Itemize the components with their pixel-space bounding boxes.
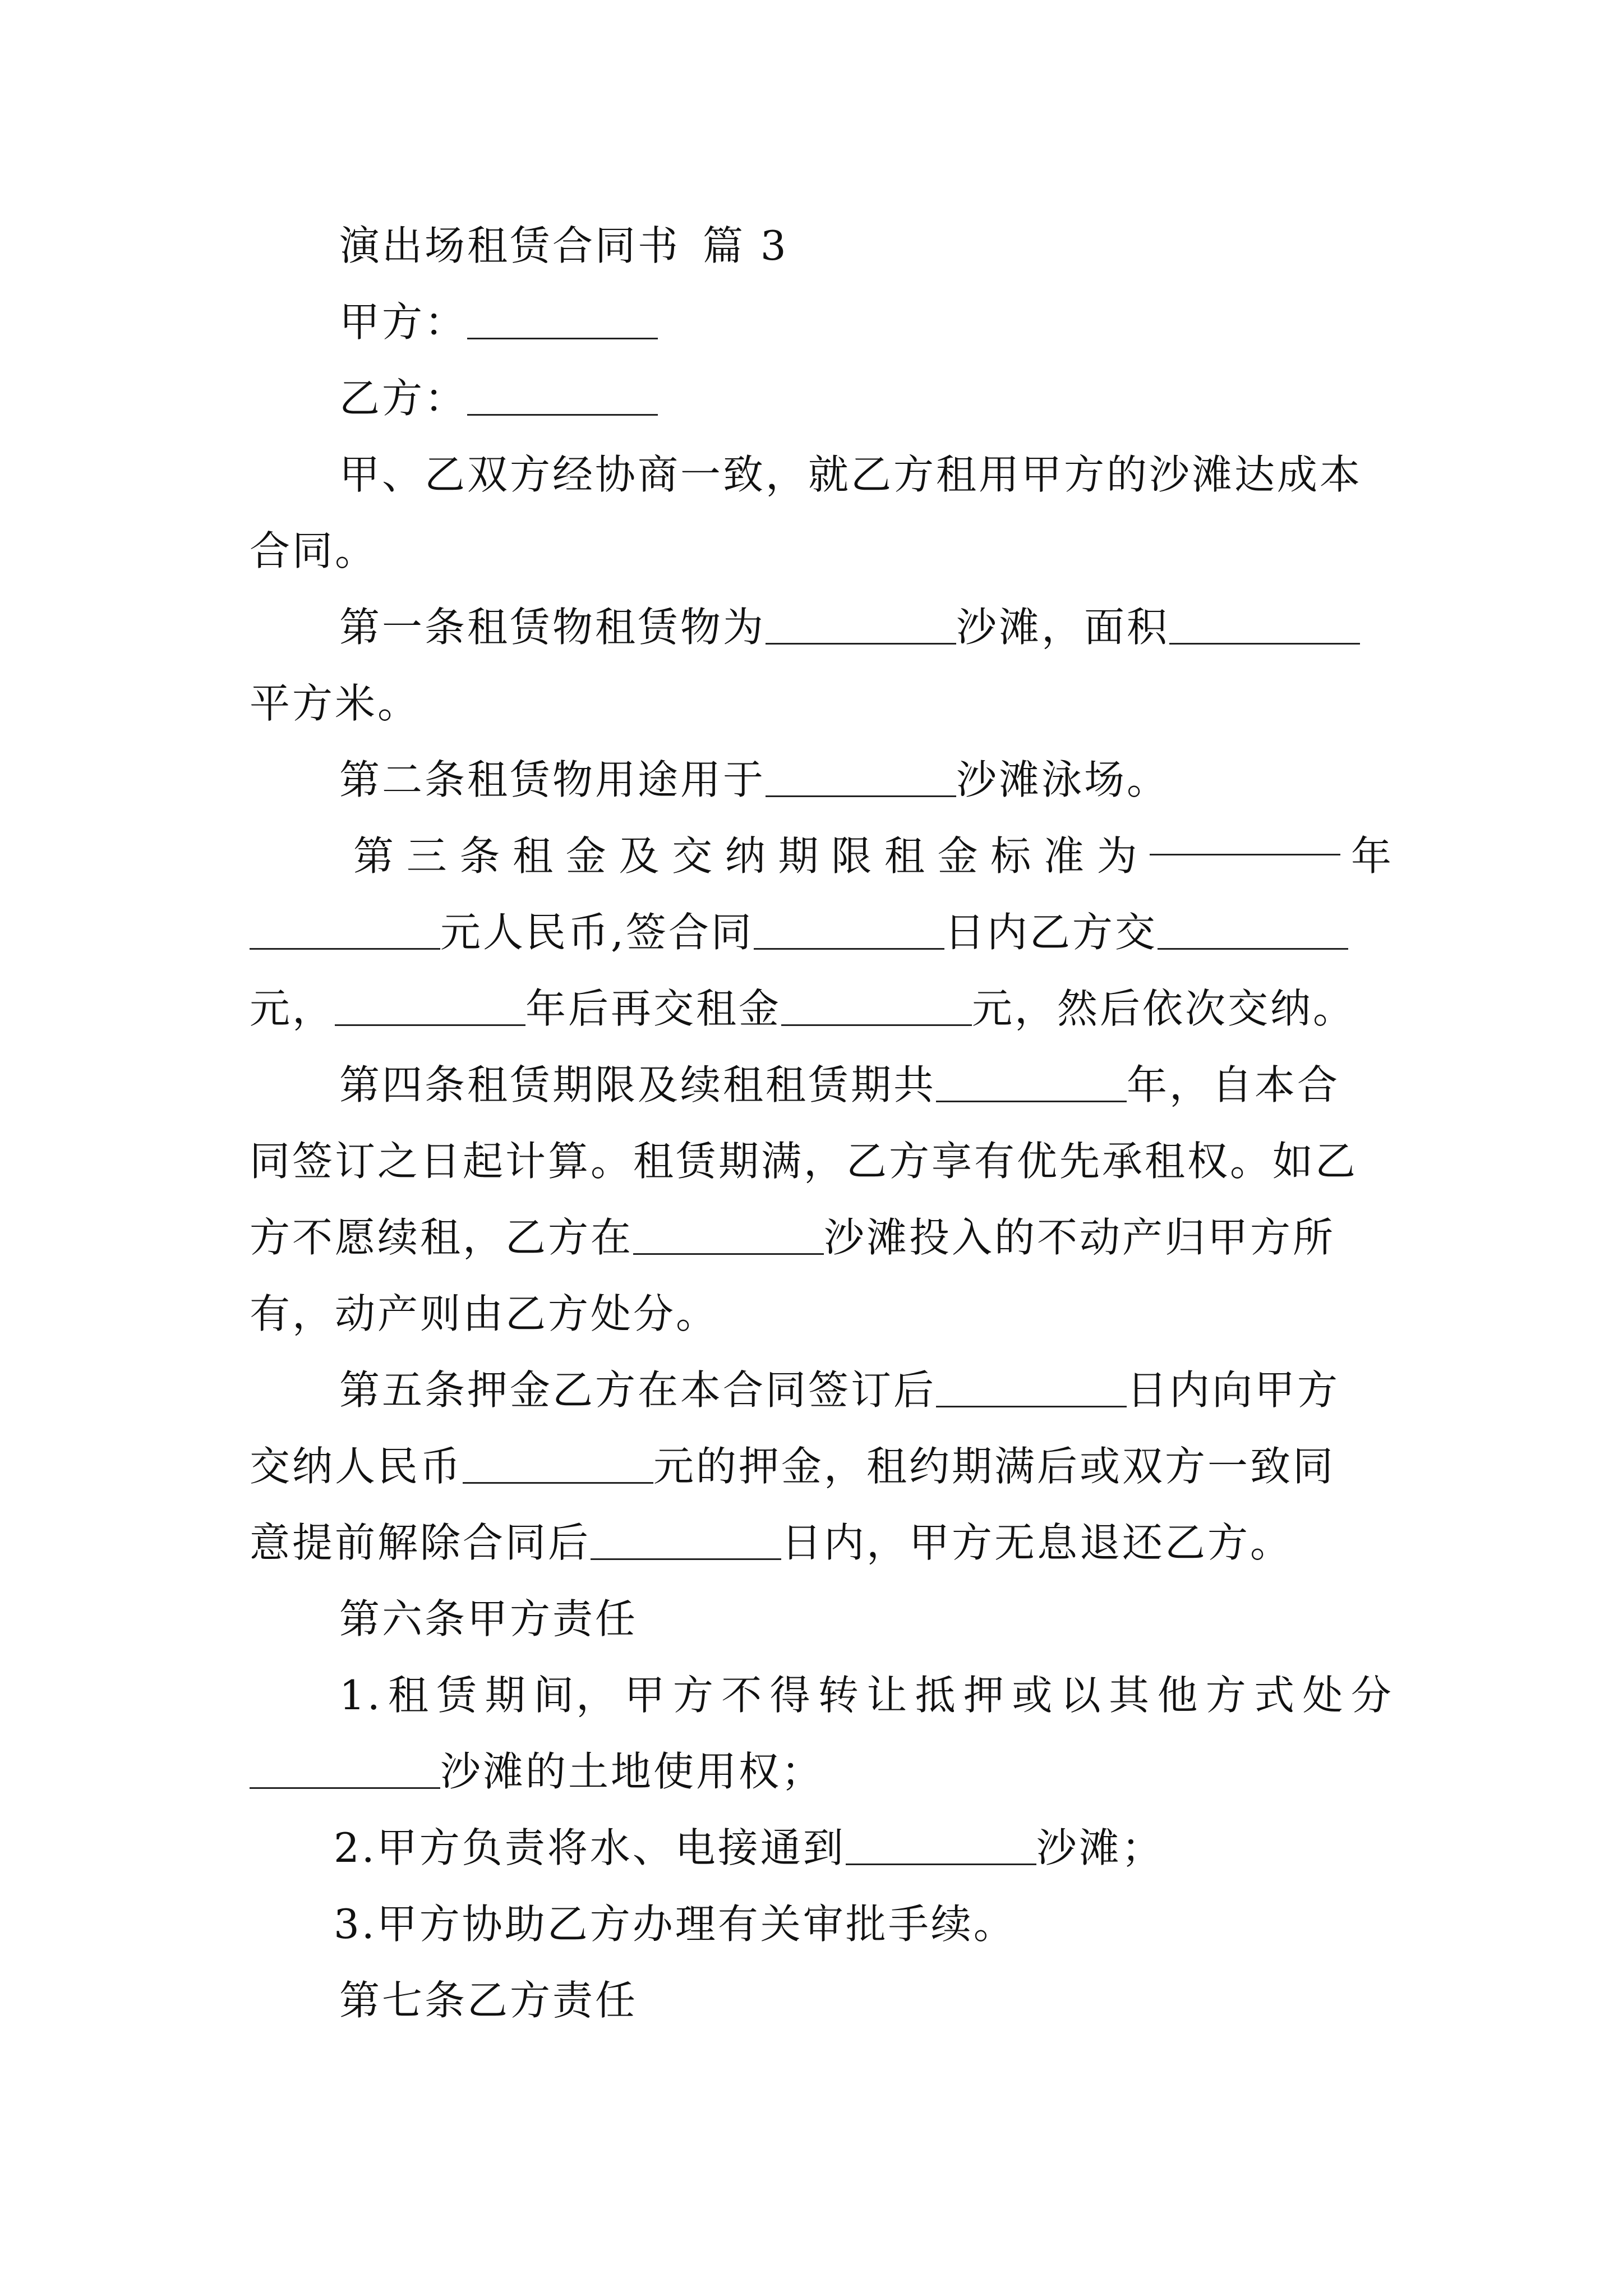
art3-char: 期 [778,832,821,880]
days-after-signing-blank[interactable] [754,912,944,950]
area-blank[interactable] [1169,607,1360,645]
article-3-line-2: 元人民币,签合同 日内乙方交 [250,894,1394,970]
art6-char: 抵 [915,1672,958,1719]
art6-char: 他 [1157,1672,1200,1719]
article-6-item-3: 3.甲方协助乙方办理有关审批手续。 [334,1901,1016,1948]
art6-char: 押 [963,1672,1007,1719]
party-b-line: 乙方： [250,360,1394,436]
rent-standard-years-blank[interactable] [1150,818,1340,855]
contract-title: 演出场租赁合同书 篇 3 [339,222,789,269]
intro-line-1: 甲、乙双方经协商一致，就乙方租用甲方的沙滩达成本 [339,451,1363,498]
article-1-line-1: 第一条租赁物租赁物为 沙滩，面积 [250,589,1394,665]
art3-char: 金 [565,832,608,880]
art3-char: 租 [884,832,927,880]
art6-char: 租 [388,1672,431,1719]
contract-body [250,208,1394,2039]
party-a-blank[interactable] [467,302,658,339]
art6-char: 让 [866,1672,910,1719]
article-5-line-2: 交纳人民币 元的押金，租约期满后或双方一致同 [250,1443,1336,1490]
art3-char: 租 [513,832,556,880]
art3-char: 交 [672,832,715,880]
art3-char: 准 [1043,832,1086,880]
art6-char: 方 [672,1672,716,1719]
article-7-title: 第七条乙方责任 [339,1977,638,2024]
deposit-days-blank[interactable] [936,1370,1127,1407]
art3-char: 为 [1096,832,1140,880]
article-3-line-1 [250,818,1394,894]
art6-char: 赁 [436,1672,479,1719]
art3-char: 纳 [725,832,768,880]
art3-char: 第 [353,832,396,880]
article-4-line-2: 同签订之日起计算。租赁期满，乙方享有优先承租权。如乙 [250,1138,1358,1185]
art3-char: 三 [406,832,449,880]
art6-char: 1. [339,1672,382,1719]
article-6-item-1-line-2: 沙滩的土地使用权； [250,1733,1394,1810]
art6-char: 处 [1302,1672,1345,1719]
intro-line-2: 合同。 [250,527,378,574]
land-use-beach-blank[interactable] [250,1751,440,1789]
article-4-line-3: 方不愿续租，乙方在 沙滩投入的不动产归甲方所 [250,1214,1336,1261]
rent-amount-blank[interactable] [250,912,440,950]
art6-char: 转 [818,1672,861,1719]
article-6-item-2: 2.甲方负责将水、电接通到 沙滩； [334,1824,1164,1871]
art3-char: 标 [990,832,1034,880]
utilities-beach-blank[interactable] [846,1828,1036,1865]
article-4-line-4: 有，动产则由乙方处分。 [250,1290,719,1337]
art3-char: 金 [937,832,980,880]
article-2-line: 第二条租赁物用途用于 沙滩泳场。 [339,756,1170,803]
art6-char: 其 [1109,1672,1152,1719]
usage-blank[interactable] [766,760,956,797]
lease-term-blank[interactable] [936,1065,1127,1102]
article-1-line-2: 平方米。 [250,680,421,727]
art6-char: 以 [1060,1672,1103,1719]
first-payment-blank[interactable] [1158,912,1348,950]
art6-char: 分 [1350,1672,1394,1719]
art6-char: 甲 [624,1672,667,1719]
later-rent-blank[interactable] [781,988,972,1026]
art6-char: 得 [769,1672,813,1719]
deposit-amount-blank[interactable] [463,1446,653,1484]
article-5-line-3: 意提前解除合同后 日内，甲方无息退还乙方。 [250,1519,1293,1566]
art6-char: 不 [721,1672,764,1719]
party-a-line: 甲方： [250,284,1394,360]
art3-char: 限 [831,832,874,880]
art6-char: 或 [1012,1672,1055,1719]
art6-char: 间， [533,1672,619,1719]
article-6-title: 第六条甲方责任 [339,1595,638,1642]
art3-char: 及 [619,832,662,880]
rental-object-blank[interactable] [766,607,956,645]
art6-char: 式 [1254,1672,1297,1719]
art3-char: 年 [1350,832,1394,880]
article-5-line-1: 第五条押金乙方在本合同签订后 日内向甲方 [339,1366,1340,1414]
article-3-line-3: 元， 年后再交租金 元，然后依次交纳。 [250,985,1356,1032]
article-6-item-1-line-1 [250,1657,1394,1733]
refund-days-blank[interactable] [591,1522,781,1560]
art6-char: 方 [1205,1672,1248,1719]
art6-char: 期 [485,1672,528,1719]
party-b-blank[interactable] [467,378,658,416]
beach-name-blank[interactable] [633,1217,824,1255]
years-later-blank[interactable] [335,988,525,1026]
article-4-line-1: 第四条租赁期限及续租租赁期共 年，自本合 [339,1061,1340,1108]
art3-char: 条 [459,832,502,880]
